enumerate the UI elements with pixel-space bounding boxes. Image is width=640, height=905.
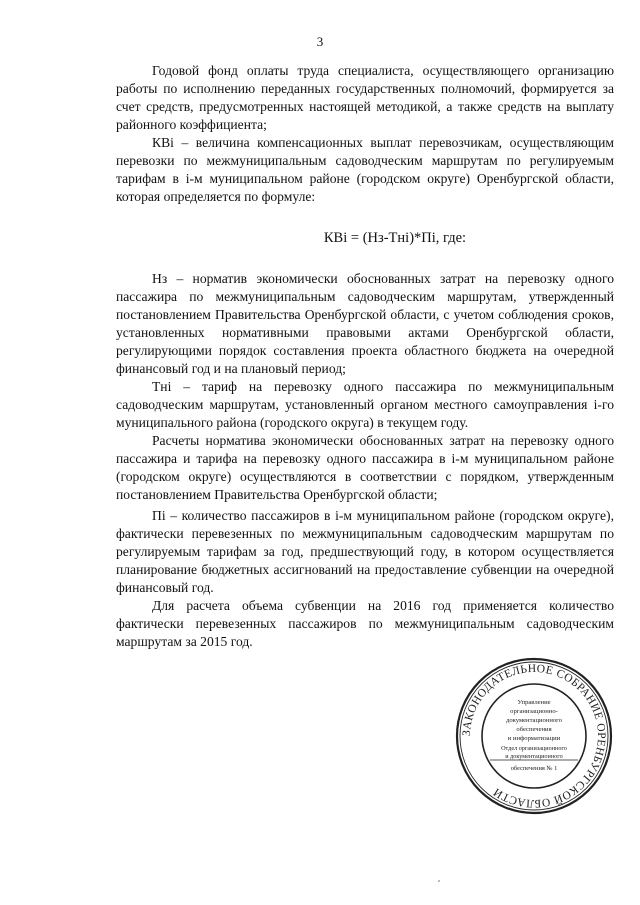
page-number: 3	[316, 34, 324, 49]
stamp-line: документационного	[505, 717, 563, 724]
formula: КВi = (Нз-Тнi)*Пi, где:	[323, 230, 467, 246]
stamp-line: Управление	[517, 699, 551, 706]
stamp-line: и информатизации	[507, 735, 561, 742]
stamp-line: и документационного	[505, 753, 563, 760]
paragraph-kv-definition: КВi – величина компенсационных выплат перевозчикам, осуществляющим перевозки по межмуниципальным садоводческим маршрутам по регулируемым тарифам в i-м муниципальном районе (городском округе) Оренбургской области, которая определяется по формуле:	[116, 135, 614, 204]
paragraph-p-definition: Пi – количество пассажиров в i-м муниципальном районе (городском округе), фактически перевезенных по межмуниципальным садоводческим маршрутам по регулируемым тарифам за год, предшествующий году, в котором осуществляется планирование бюджетных ассигнований на предоставление субвенции на очередной финансовый год.	[116, 508, 614, 595]
scan-speck	[438, 880, 440, 882]
stamp-line: обеспечения № 1	[510, 765, 558, 772]
paragraph-wage-fund: Годовой фонд оплаты труда специалиста, осуществляющего организацию работы по исполнению переданных государственных полномочий, формируется за счет средств, предусмотренных настоящей методикой, а также средств на выплату районного коэффициента;	[116, 63, 614, 132]
stamp-outer-text: ЗАКОНОДАТЕЛЬНОЕ СОБРАНИЕ ОРЕНБУРГСКОЙ ОБЛАСТИ	[460, 662, 608, 810]
official-stamp	[454, 656, 614, 816]
paragraph-tn-definition: Тнi – тариф на перевозку одного пассажира по межмуниципальным садоводческим маршрутам, установленный органом местного самоуправления i-го муниципального района (городского округа) в текущем году.	[116, 379, 614, 430]
paragraph-calculation: Расчеты норматива экономически обоснованных затрат на перевозку одного пассажира и тарифа на перевозку одного пассажира в i-м муниципальном районе (городском округе) осуществляются в соответствии с порядком, утвержденным постановлением Правительства Оренбургской области;	[116, 433, 614, 502]
stamp-line: Отдел организационного	[501, 745, 567, 752]
stamp-line: обеспечения	[516, 726, 552, 733]
document-body	[116, 62, 614, 651]
stamp-line: организационно-	[510, 708, 558, 715]
paragraph-2016-subvention: Для расчета объема субвенции на 2016 год применяется количество фактически перевезенных пассажиров по межмуниципальным садоводческим маршрутам за 2015 год.	[116, 598, 614, 649]
paragraph-nz-definition: Нз – норматив экономически обоснованных затрат на перевозку одного пассажира по межмуниципальным садоводческим маршрутам, утвержденный постановлением Правительства Оренбургской области, с учетом соблюдения сроков, установленных нормативными правовыми актами Оренбургской области, регулирующими порядок составления проекта областного бюджета на очередной финансовый год и на плановый период;	[116, 271, 614, 376]
